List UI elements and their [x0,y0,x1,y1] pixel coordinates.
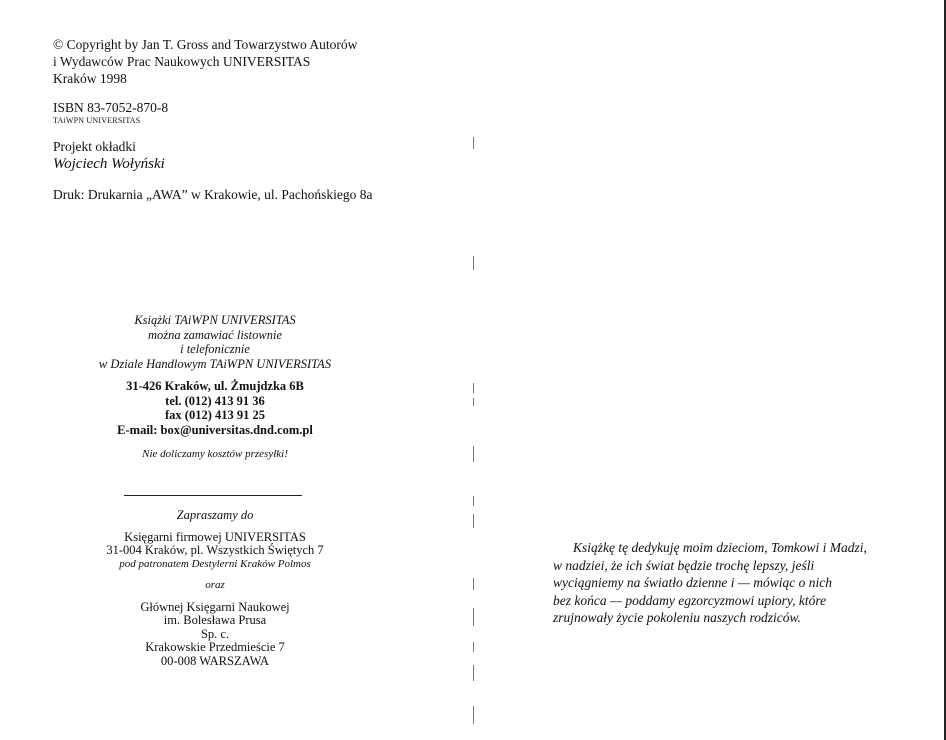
ordering-intro-1: Książki TAiWPN UNIVERSITAS [134,313,296,327]
dedication-block [553,539,913,627]
shop2-line-5: 00-008 WARSZAWA [160,653,270,668]
ordering-tel: tel. (012) 413 91 36 [165,393,265,408]
ordering-intro-4: w Dziale Handlowym TAiWPN UNIVERSITAS [98,356,332,371]
divider-rule [124,495,302,496]
shop2-line-3: Sp. c. [200,626,230,641]
gutter-tick [473,383,474,393]
ordering-intro-3: i telefonicznie [180,342,250,356]
imprint-block [53,36,453,203]
bookshops-block [70,509,360,668]
gutter-tick [473,514,474,528]
ordering-block [70,313,360,462]
gutter-tick [473,256,474,270]
gutter-tick [473,608,474,626]
gutter-tick [473,398,474,406]
copyright-line-2: i Wydawców Prac Naukowych UNIVERSITAS [53,54,311,69]
gutter-tick [473,642,474,652]
bookshops-conjunction: oraz [205,579,225,591]
print-info: Druk: Drukarnia „AWA” w Krakowie, ul. Pachońskiego 8a [53,187,373,202]
gutter-tick [473,706,474,724]
dedication-line-1: Książkę tę dedykuję moim dzieciom, Tomkowi i Madzi, [573,540,867,555]
shop2-line-4: Krakowskie Przedmieście 7 [145,640,285,654]
cover-label: Projekt okładki [53,139,136,154]
ordering-email: E-mail: box@universitas.dnd.com.pl [117,422,313,437]
gutter-tick [473,496,474,506]
dedication-line-4: bez końca — poddamy egzorcyzmowi upiory, które [553,592,827,608]
shop2-line-1: Głównej Księgarni Naukowej [140,599,290,614]
copyright-line-3: Kraków 1998 [53,71,127,86]
gutter-tick [473,446,474,462]
dedication-line-3: wyciągniemy na światło dzienne i — mówiąc o nich [553,575,832,590]
gutter-tick [473,665,474,681]
dedication-line-5: zrujnowały życie pokoleniu naszych rodziców. [553,610,801,625]
copyright-line-1: © Copyright by Jan T. Gross and Towarzystwo Autorów [53,37,358,52]
isbn-publisher: TAiWPN UNIVERSITAS [53,116,141,125]
shop1-patron: pod patronatem Destylerni Kraków Polmos [119,557,311,570]
gutter-tick [473,578,474,590]
isbn: ISBN 83-7052-870-8 [53,100,169,115]
shop1-line-1: Księgarni firmowej UNIVERSITAS [124,529,306,544]
ordering-intro-2: można zamawiać listownie [147,327,283,342]
shop2-line-2: im. Bolesława Prusa [163,613,267,627]
ordering-address: 31-426 Kraków, ul. Żmujdzka 6B [126,379,304,393]
ordering-fax: fax (012) 413 91 25 [165,408,265,422]
gutter-tick [473,137,474,149]
shipping-note: Nie doliczamy kosztów przesyłki! [142,448,288,460]
dedication-line-2: w nadziei, że ich świat będzie trochę lepszy, jeśli [553,557,815,573]
cover-designer: Wojciech Wołyński [53,156,165,172]
bookshops-invite: Zapraszamy do [176,508,254,522]
shop1-line-2: 31-004 Kraków, pl. Wszystkich Świętych 7 [106,543,324,557]
